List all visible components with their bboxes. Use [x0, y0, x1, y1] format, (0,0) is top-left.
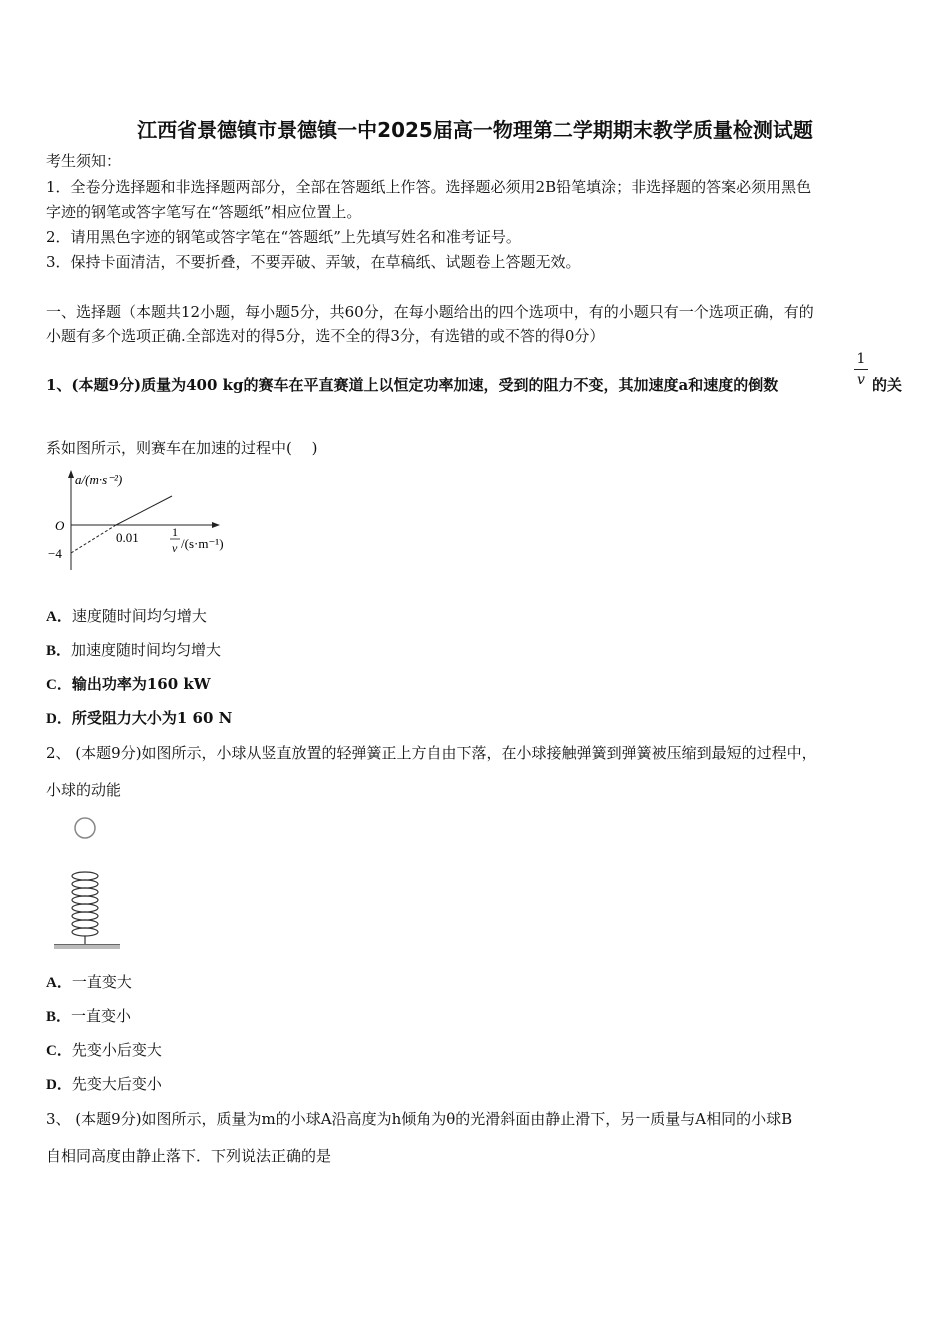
spring-ball-figure: [50, 814, 124, 954]
acceleration-graph: [44, 466, 244, 576]
question-1-stem: 系如图所示，则赛车在加速的过程中( ): [46, 439, 318, 457]
question-3-stem: 自相同高度由静止落下．下列说法正确的是: [46, 1147, 332, 1165]
option-text: 先变大后变小: [71, 1075, 162, 1093]
x-tick-label: 0.01: [116, 530, 139, 545]
x-axis-label-unit: /(s·m⁻¹): [181, 536, 224, 551]
section-instructions: 小题有多个选项正确.全部选对的得5分，选不全的得3分，有选错的或不答的得0分）: [46, 327, 605, 345]
question-2-stem: 小球的动能: [46, 781, 122, 799]
fraction-denominator: v: [857, 372, 865, 388]
y-intercept-label: −4: [48, 546, 62, 561]
notice-item: 3．保持卡面清洁，不要折叠，不要弄破、弄皱，在草稿纸、试题卷上答题无效。: [46, 253, 581, 271]
option-text: 加速度随时间均匀增大: [71, 641, 222, 659]
fraction-numerator: 1: [856, 351, 866, 367]
option-d[interactable]: [46, 708, 232, 729]
ball-icon: [75, 818, 95, 838]
option-letter: B．: [46, 1009, 72, 1025]
option-c[interactable]: [46, 1040, 162, 1061]
option-letter: C．: [46, 1043, 72, 1059]
option-b[interactable]: [46, 640, 221, 661]
option-letter: A．: [46, 975, 72, 991]
solid-graph-line: [116, 496, 172, 525]
option-letter: D．: [46, 711, 72, 727]
y-axis-label: a/(m·s⁻²): [75, 472, 123, 487]
x-axis-label-den: v: [172, 541, 178, 555]
option-text: 输出功率为160 kW: [71, 675, 211, 693]
option-c[interactable]: [46, 674, 211, 695]
y-axis-arrow: [68, 470, 74, 478]
option-d[interactable]: [46, 1074, 162, 1095]
option-text: 速度随时间均匀增大: [71, 607, 207, 625]
option-text: 先变小后变大: [71, 1041, 162, 1059]
inverse-velocity-fraction: [854, 350, 868, 389]
fraction-bar: [854, 369, 868, 370]
ground-hatch: [54, 945, 120, 949]
option-letter: C．: [46, 677, 72, 693]
question-2-stem: 2、 (本题9分)如图所示，小球从竖直放置的轻弹簧正上方自由下落，在小球接触弹簧到弹簧被压缩到最短的过程中，: [46, 744, 817, 762]
option-text: 所受阻力大小为1 60 N: [71, 709, 233, 727]
option-letter: B．: [46, 643, 72, 659]
notice-item: 字迹的钢笔或答字笔写在“答题纸”相应位置上。: [46, 203, 362, 221]
section-instructions: 一、选择题（本题共12小题，每小题5分，共60分，在每小题给出的四个选项中，有的小题只有一个选项正确，有的: [46, 303, 814, 321]
option-b[interactable]: [46, 1006, 131, 1027]
page-title: 江西省景德镇市景德镇一中2025届高一物理第二学期期末教学质量检测试题: [137, 118, 813, 142]
question-1-stem-end: 的关: [872, 376, 903, 394]
option-text: 一直变大: [71, 973, 132, 991]
option-letter: A．: [46, 609, 72, 625]
option-a[interactable]: [46, 972, 132, 993]
x-axis-arrow: [212, 522, 220, 528]
dashed-extension-line: [71, 525, 116, 553]
question-1-stem: 1、(本题9分)质量为400 kg的赛车在平直赛道上以恒定功率加速，受到的阻力不变，其加速度a和速度的倒数: [46, 376, 779, 394]
option-letter: D．: [46, 1077, 72, 1093]
spring-icon: [72, 872, 98, 944]
notice-item: 1．全卷分选择题和非选择题两部分，全部在答题纸上作答。选择题必须用2B铅笔填涂；非选择题的答案必须用黑色: [46, 178, 812, 196]
notice-item: 2．请用黑色字迹的钢笔或答字笔在“答题纸”上先填写姓名和准考证号。: [46, 228, 521, 246]
origin-label: O: [55, 518, 65, 533]
option-a[interactable]: [46, 606, 207, 627]
notice-heading: 考生须知：: [46, 152, 122, 170]
question-3-stem: 3、 (本题9分)如图所示，质量为m的小球A沿高度为h倾角为θ的光滑斜面由静止滑下，另一质量与A相同的小球B: [46, 1110, 793, 1128]
option-text: 一直变小: [71, 1007, 132, 1025]
x-axis-label-num: 1: [172, 525, 178, 539]
